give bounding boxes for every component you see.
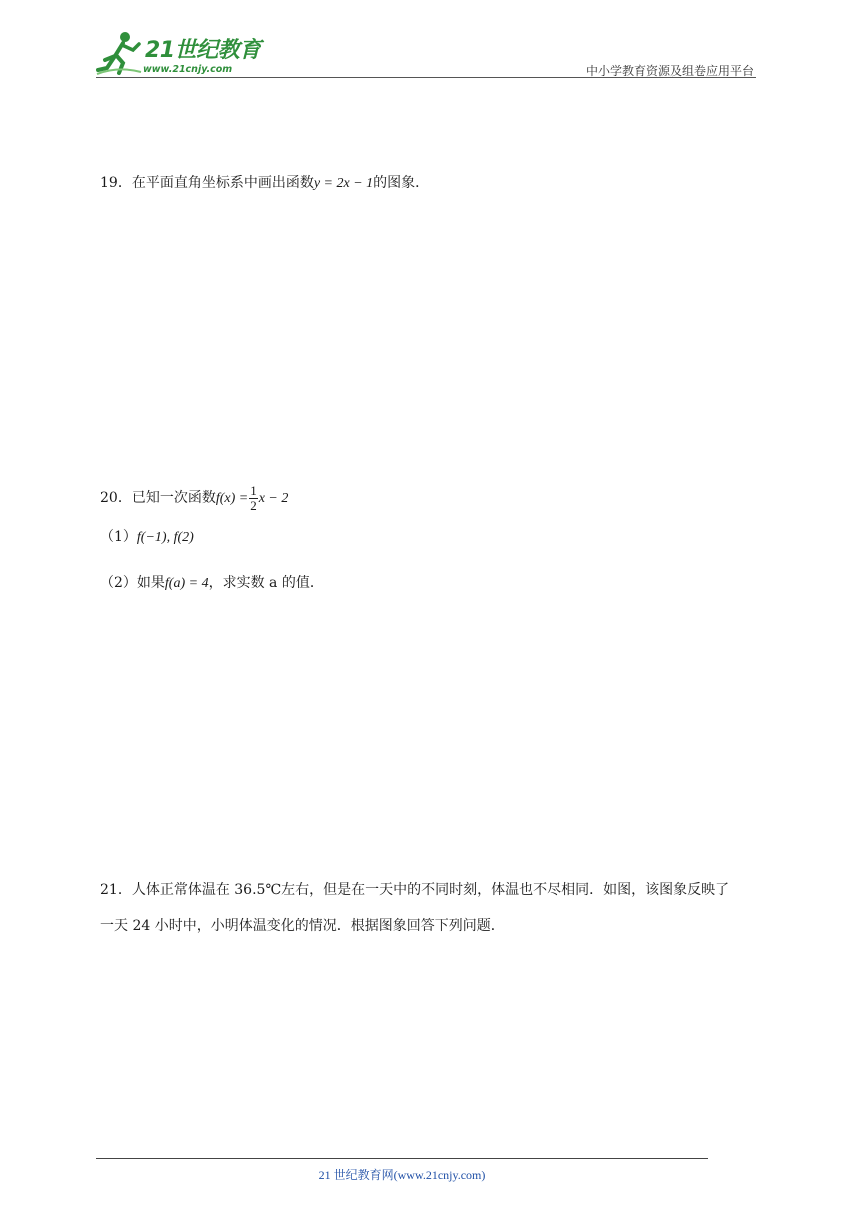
footer-divider (96, 1158, 708, 1159)
question-21 (100, 880, 729, 936)
question-text: 在平面直角坐标系中画出函数 (131, 175, 314, 191)
question-20-part-1 (100, 527, 194, 548)
fraction (249, 484, 258, 513)
part-label: （1） (100, 529, 137, 545)
question-text: 人体正常体温在 36.5℃左右，但是在一天中的不同时刻，体温也不尽相同．如图，该图象反映了 (131, 882, 730, 898)
site-logo[interactable] (95, 30, 265, 80)
math-formula: y = 2x − 1 (313, 176, 374, 191)
header-divider (96, 77, 756, 78)
page-header (0, 0, 860, 80)
fraction-denominator: 2 (250, 497, 257, 513)
question-number: 20． (100, 490, 132, 506)
question-text: 如果 (136, 575, 165, 591)
math-formula: f(a) = 4 (164, 576, 209, 591)
question-text: 已知一次函数 (131, 490, 216, 506)
logo-url: www.21cnjy.com (143, 64, 233, 75)
platform-name: 中小学教育资源及组卷应用平台 (585, 64, 754, 78)
footer-link[interactable]: 21 世纪教育网(www.21cnjy.com) (318, 1168, 486, 1182)
math-formula-lhs: f(x) = (215, 491, 249, 506)
question-20-part-2 (100, 573, 324, 594)
math-formula-rhs: x − 2 (258, 491, 289, 506)
fraction-numerator: 1 (250, 482, 257, 498)
part-label: （2） (100, 575, 137, 591)
question-number: 21． (100, 882, 132, 898)
question-21-line-1 (100, 880, 729, 900)
question-20 (100, 481, 288, 516)
logo-text: 21世纪教育 (145, 38, 261, 63)
running-figure-icon (95, 30, 143, 76)
question-21-line-2: 一天 24 小时中，小明体温变化的情况．根据图象回答下列问题． (100, 918, 505, 934)
question-text: 的图象． (373, 175, 430, 191)
question-text: ，求实数 a 的值． (208, 575, 324, 591)
question-number: 19． (100, 175, 132, 191)
math-formula: f(−1), f(2) (136, 530, 194, 545)
question-19 (100, 173, 429, 194)
